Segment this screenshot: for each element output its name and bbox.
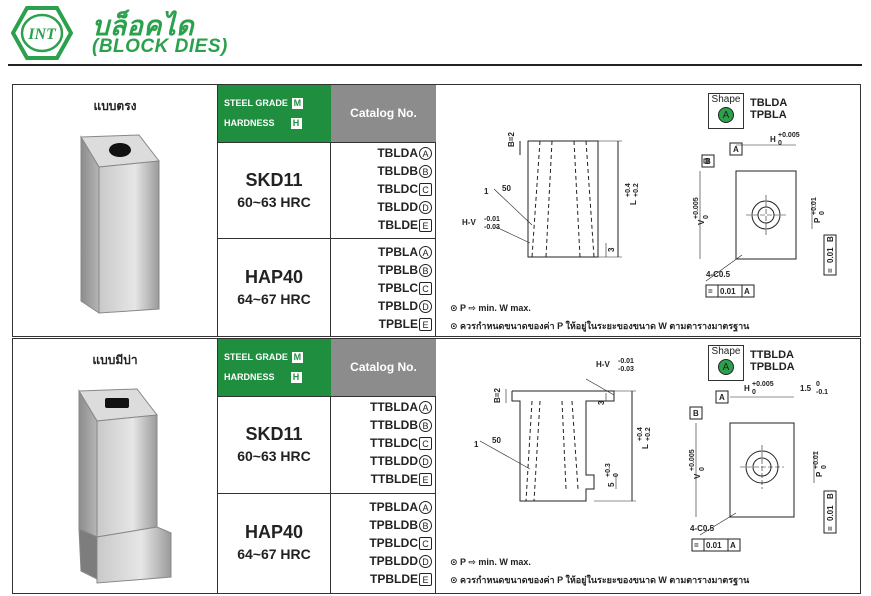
svg-text:B: B (826, 493, 835, 499)
svg-text:-0.03: -0.03 (484, 224, 500, 231)
catalog-mark: C (419, 282, 432, 295)
svg-text:+0.005: +0.005 (693, 197, 700, 219)
shoulder-block-photo (73, 387, 173, 587)
catalog-mark: E (419, 219, 432, 232)
catalog-item: TPBLDE (370, 572, 418, 586)
steel-grade-code: M (293, 352, 302, 363)
svg-text:+0.01: +0.01 (811, 197, 818, 215)
svg-text:=: = (708, 287, 713, 296)
section-shoulder-block (12, 338, 861, 594)
shape-mark: A (718, 359, 734, 375)
catalog-header: Catalog No. (331, 85, 436, 142)
steel-grade-code: M (293, 98, 302, 109)
catalog-mark: A (419, 147, 432, 160)
catalog-mark: C (419, 437, 432, 450)
page-header (0, 0, 871, 66)
svg-text:+0.005: +0.005 (778, 132, 800, 139)
grade-hardness: 60~63 HRC (237, 448, 311, 464)
hardness-code: H (291, 372, 302, 383)
svg-text:0: 0 (778, 140, 782, 147)
material-row-skd11 (218, 142, 436, 239)
catalog-list (331, 142, 436, 238)
svg-text:4-C0.5: 4-C0.5 (690, 524, 715, 533)
shape-box: Shape A (708, 345, 744, 381)
svg-text:B: B (705, 157, 711, 166)
grade-name: HAP40 (244, 267, 304, 287)
shape-codes: TBLDA TPBLA (750, 97, 788, 121)
svg-text:=: = (826, 268, 835, 273)
section-straight-block (12, 84, 861, 337)
svg-text:H: H (770, 135, 776, 144)
svg-text:0: 0 (752, 389, 756, 396)
product-photo-cell (13, 85, 218, 336)
catalog-mark: A (419, 501, 432, 514)
svg-text:3: 3 (597, 400, 606, 405)
material-row-hap40 (218, 494, 436, 593)
catalog-mark: B (419, 519, 432, 532)
catalog-item: TPBLDC (369, 536, 418, 550)
svg-text:0: 0 (613, 473, 620, 477)
svg-text:+0.01: +0.01 (813, 451, 820, 469)
page-title-thai: บล็อคได (92, 11, 195, 41)
note-p-min: ⊙ P ⇨ min. W max. (450, 557, 531, 567)
catalog-item: TPBLE (378, 317, 418, 331)
hardness-header: HARDNESS (224, 372, 275, 382)
svg-text:A: A (733, 145, 739, 154)
grade-catalog-table (218, 339, 436, 593)
svg-text:A: A (730, 541, 736, 550)
technical-drawing (436, 339, 860, 593)
svg-text:50: 50 (502, 184, 511, 193)
catalog-item: TBLDC (377, 182, 418, 196)
catalog-mark: D (419, 300, 432, 313)
svg-text:0.01: 0.01 (826, 505, 835, 521)
catalog-mark: C (419, 183, 432, 196)
svg-text:B=2: B=2 (493, 388, 502, 403)
svg-text:A: A (719, 393, 725, 402)
catalog-item: TBLDA (377, 146, 418, 160)
svg-text:0: 0 (819, 211, 826, 215)
svg-text:1: 1 (484, 187, 489, 196)
catalog-item: TBLDB (377, 164, 418, 178)
svg-text:4-C0.5: 4-C0.5 (706, 270, 731, 279)
svg-text:1.5: 1.5 (800, 384, 812, 393)
svg-text:+0.005: +0.005 (752, 381, 774, 388)
catalog-mark: E (419, 473, 432, 486)
catalog-item: TTBLDC (370, 436, 418, 450)
catalog-list (331, 494, 436, 593)
catalog-mark: D (419, 455, 432, 468)
steel-grade-header: STEEL GRADE (224, 352, 288, 362)
svg-text:B: B (826, 236, 835, 242)
type-label: แบบตรง (93, 99, 137, 113)
svg-text:V: V (693, 473, 702, 479)
svg-text:5: 5 (607, 482, 616, 487)
svg-text:H-V: H-V (596, 360, 610, 369)
material-row-skd11 (218, 396, 436, 494)
type-label: แบบมีบ่า (92, 353, 138, 367)
svg-text:0.01: 0.01 (720, 287, 736, 296)
svg-text:H: H (744, 384, 750, 393)
grade-name: SKD11 (245, 170, 303, 190)
svg-text:+0.005: +0.005 (689, 449, 696, 471)
catalog-item: TTBLDE (370, 472, 418, 486)
catalog-mark: B (419, 419, 432, 432)
header-divider (8, 64, 862, 66)
catalog-mark: E (419, 318, 432, 331)
catalog-item: TTBLDB (370, 418, 418, 432)
technical-drawing (436, 85, 860, 336)
svg-text:0: 0 (821, 465, 828, 469)
catalog-header: Catalog No. (331, 339, 436, 396)
svg-text:=: = (826, 526, 835, 531)
svg-text:P: P (815, 471, 824, 477)
catalog-item: TTBLDD (370, 454, 418, 468)
catalog-list (331, 396, 436, 493)
svg-text:0: 0 (699, 467, 706, 471)
catalog-item: TPBLC (378, 281, 418, 295)
table-header (218, 339, 436, 397)
product-photo-cell (13, 339, 218, 593)
grade-catalog-table (218, 85, 436, 336)
svg-text:+0.4: +0.4 (625, 183, 632, 197)
material-row-hap40 (218, 239, 436, 336)
catalog-item: TBLDD (377, 200, 418, 214)
svg-text:3: 3 (607, 247, 616, 252)
shape-box: Shape A (708, 93, 744, 129)
note-p-range: ⊙ ควรกำหนดขนาดของค่า P ให้อยู่ในระยะของขนาด W ตามตารางมาตรฐาน (450, 321, 750, 331)
svg-text:L: L (641, 444, 650, 449)
svg-text:B: B (693, 409, 699, 418)
svg-text:+0.3: +0.3 (605, 463, 612, 477)
shape-mark: A (718, 107, 734, 123)
svg-text:0: 0 (816, 381, 820, 388)
svg-text:+0.2: +0.2 (633, 183, 640, 197)
svg-text:-0.03: -0.03 (618, 366, 634, 373)
straight-block-photo (75, 133, 165, 318)
svg-text:P: P (813, 217, 822, 223)
catalog-mark: B (419, 165, 432, 178)
svg-text:=: = (694, 541, 699, 550)
grade-name: HAP40 (244, 522, 304, 542)
int-logo (11, 6, 73, 60)
catalog-mark: A (419, 246, 432, 259)
catalog-item: TBLDE (378, 218, 418, 232)
hardness-header: HARDNESS (224, 118, 275, 128)
steel-grade-header: STEEL GRADE (224, 98, 288, 108)
catalog-mark: D (419, 201, 432, 214)
catalog-item: TPBLB (378, 263, 418, 277)
svg-text:L: L (629, 200, 638, 205)
svg-text:+0.4: +0.4 (637, 427, 644, 441)
shape-codes: TTBLDA TPBLDA (750, 349, 795, 373)
catalog-item: TTBLDA (370, 400, 418, 414)
svg-text:-0.01: -0.01 (618, 358, 634, 365)
catalog-list (331, 239, 436, 336)
svg-text:0.01: 0.01 (706, 541, 722, 550)
svg-text:H-V: H-V (462, 218, 476, 227)
note-p-range: ⊙ ควรกำหนดขนาดของค่า P ให้อยู่ในระยะของขนาด W ตามตารางมาตรฐาน (450, 575, 750, 585)
svg-text:-0.1: -0.1 (816, 389, 829, 396)
technical-drawing-cell (436, 85, 860, 336)
grade-hardness: 64~67 HRC (237, 546, 311, 562)
page-title-english: (BLOCK DIES) (92, 36, 228, 57)
svg-text:V: V (697, 219, 706, 225)
svg-text:1: 1 (474, 440, 479, 449)
svg-text:A: A (744, 287, 750, 296)
svg-text:0: 0 (703, 215, 710, 219)
hardness-code: H (291, 118, 302, 129)
catalog-item: TPBLDD (369, 554, 418, 568)
catalog-mark: A (419, 401, 432, 414)
technical-drawing-cell (436, 339, 860, 593)
table-header (218, 85, 436, 143)
svg-text:0.01: 0.01 (826, 247, 835, 263)
grade-hardness: 64~67 HRC (237, 291, 311, 307)
svg-text:B=2: B=2 (507, 132, 516, 147)
catalog-item: TPBLD (378, 299, 418, 313)
svg-text:50: 50 (492, 436, 501, 445)
catalog-mark: C (419, 537, 432, 550)
svg-text:INT: INT (28, 26, 56, 43)
catalog-mark: E (419, 573, 432, 586)
grade-name: SKD11 (245, 424, 303, 444)
catalog-item: TPBLDA (369, 500, 418, 514)
catalog-mark: D (419, 555, 432, 568)
catalog-item: TPBLA (378, 245, 418, 259)
svg-text:+0.2: +0.2 (645, 427, 652, 441)
grade-hardness: 60~63 HRC (237, 194, 311, 210)
catalog-item: TPBLDB (369, 518, 418, 532)
catalog-mark: B (419, 264, 432, 277)
svg-text:-0.01: -0.01 (484, 216, 500, 223)
note-p-min: ⊙ P ⇨ min. W max. (450, 303, 531, 313)
